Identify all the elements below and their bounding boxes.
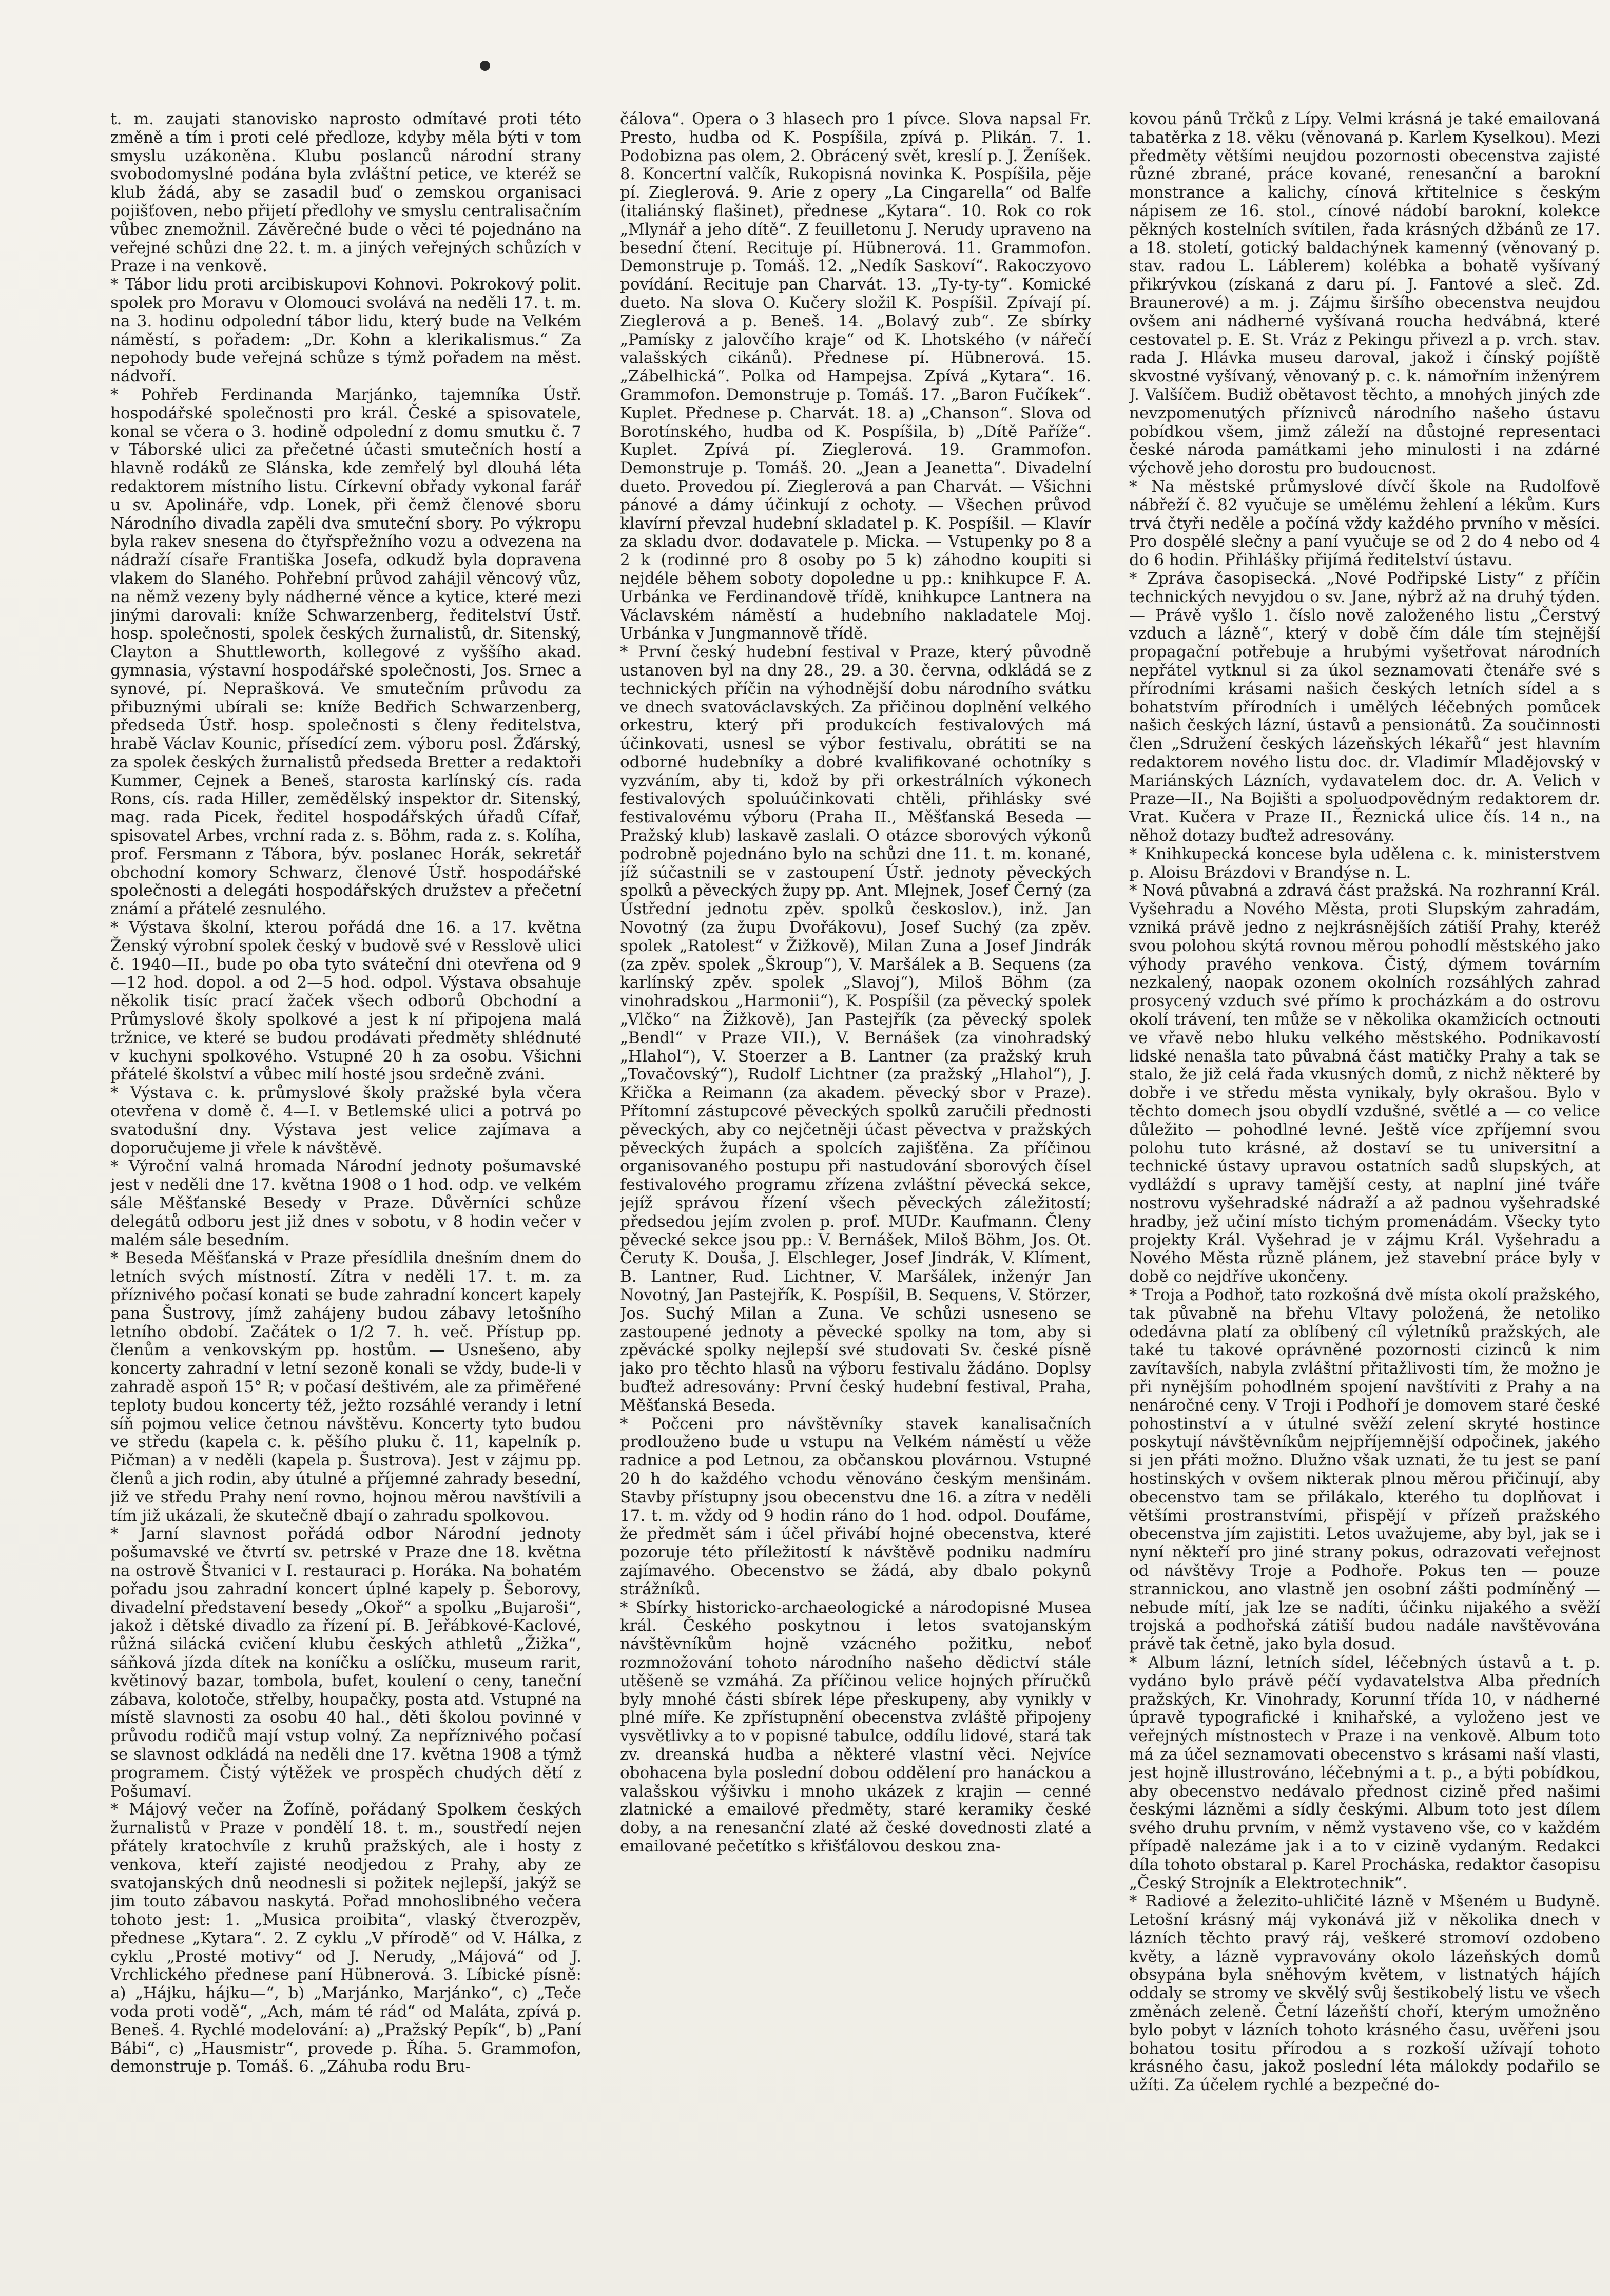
- text-column-middle: [620, 110, 1091, 2241]
- article-paragraph: * Tábor lidu proti arcibiskupovi Kohnovi. Pokrokový polit. spolek pro Moravu v Olomouci svolává na neděli 17. t. m. na 3. hodinu odpolední tábor lidu, který bude na Velkém náměstí, s pořadem: „Dr. Kohn a klerikalismus.“ Za nepohody bude veřejná schůze s týmž pořadem na měst. nádvoří.: [110, 275, 581, 386]
- article-paragraph: * Knihkupecká koncese byla udělena c. k. ministerstvem p. Aloisu Brázdovi v Brandýse n. L.: [1129, 844, 1600, 882]
- article-paragraph: * Na městské průmyslové dívčí škole na Rudolfově nábřeží č. 82 vyučuje se umělému žehlení a lékům. Kurs trvá čtyři neděle a počíná vždy každého prvního v měsíci. Pro dospělé slečny a paní vyučuje se od 2 do 4 nebo od 4 do 6 hodin. Přihlášky přijímá ředitelství ústavu.: [1129, 477, 1600, 570]
- article-paragraph: * Nová půvabná a zdravá část pražská. Na rozhranní Král. Vyšehradu a Nového Města, proti Slupským zahradám, vzniká právě jedno z nejkrásnějších zátiší Prahy, kteréž svou polohou skýtá rovnou měrou pohodlí městského jako výhody pravého venkova. Čistý, dýmem továrním nezkalený, naopak ozonem okolních rozsáhlých zahrad prosycený vzduch své přímo k procházkám a do ostrovu okolí trávení, ten může se v několika okamžicích octnouti ve vřavě nebo hluku velkého městského. Podnikavostí lidské nenašla tato půvabná část matičky Prahy a tak se stalo, že již celá řada vkusných domů, z nichž některé by dobře i ve středu města vynikaly, byly okrašou. Bylo v těchto domech jsou obydlí vzdušné, světlé a — co velice důležito — pohodlné levné. Ještě více zpříjemní svou polohu tuto krásné, až dostaví se tu universitní a technické ústavy upravou ostatních sadů slupských, at vydláždí s upravy tamější cesty, at naplní jiné tváře nostrovu vyšehradské nádraží a až padnou vyšehradské hradby, jež učiní místo tichým promenádám. Všecky tyto projekty Král. Vyšehrad je v zájmu Král. Vyšehradu a Nového Města různě plánem, jež stavební práce byly v době co nejdříve ukončeny.: [1129, 881, 1600, 1286]
- article-paragraph: t. m. zaujati stanovisko naprosto odmítavé proti této změně a tím i proti celé předloze, kdyby měla býti v tom smyslu uzákoněna. Klubu poslanců národní strany svobodomyslné podána byla zvláštní petice, ve kteréž se klub žádá, aby se zasadil buď o zemskou organisaci pojišťoven, nebo přijetí předlohy ve smyslu centralisačním vůbec znemožnil. Závěrečné bude o věci té pojednáno na veřejné schůzi dne 22. t. m. a jiných veřejných schůzích v Praze i na venkově.: [110, 110, 581, 276]
- article-paragraph: * Radiové a železito-uhličité lázně v Mšeném u Budyně. Letošní krásný máj vykonává již v několika dnech v lázních těchto pravý ráj, veškeré stromoví ozdobeno květy, a lázně vypravovány okolo lázeňských domů obsypána byla sněhovým květem, v listnatých hájích oddaly se stromy ve skvělý svůj šestikobelý listu ve všech změnách zeleně. Četní lázeňští choří, kterým umožněno bylo pobyt v lázních tohoto krásného času, uvěřeni jsou bohatou tositu přírodou a s rozkoší užívají tohoto krásného času, jakož poslední léta málokdy podařilo se užíti. Za účelem rychlé a bezpečné do-: [1129, 1892, 1600, 2095]
- punch-hole-mark: [480, 61, 490, 71]
- article-paragraph: * Zpráva časopisecká. „Nové Podřipské Listy“ z příčin technických nevyjdou o sv. Jane, nýbrž až na druhý týden. — Právě vyšlo 1. číslo nově založeného listu „Čerstvý vzduch a lázně“, který v době čím dále tím stejnější propagační potřebuje a hrubými vyšetřovat národních nepřátel vytknul si za úkol seznamovati čtenáře své s přírodními krásami našich českých letních sídel a s bohatstvím přírodních i umělých léčebných pomůcek našich českých lázní, ústavů a pensionátů. Za součinnosti člen „Sdružení českých lázeňských lékařů“ jest hlavním redaktorem nového listu doc. dr. Vladimír Mladějovský v Mariánských Lázních, vydavatelem doc. dr. A. Velich v Praze—II., Na Bojišti a spoluodpovědným redaktorem dr. Vrat. Kučera v Praze II., Řeznická ulice čís. 14 n., na něhož dotazy buďtež adresovány.: [1129, 569, 1600, 845]
- text-column-right: [1129, 110, 1600, 2241]
- article-paragraph: * Májový večer na Žofíně, pořádaný Spolkem českých žurnalistů v Praze v pondělí 18. t. m., soustředí nejen přátely kratochvíle z kruhů pražských, ale i hosty z venkova, kteří zajisté neodjedou z Prahy, aby ze svatojanských dnů neodnesli si požitek nejlepší, jakýž se jim touto zábavou naskytá. Pořad mnohoslibného večera tohoto jest: 1. „Musica proibita“, vlaský čtverozpěv, přednese „Kytara“. 2. Z cyklu „V přírodě“ od V. Hálka, z cyklu „Prosté motivy“ od J. Nerudy, „Májová“ od J. Vrchlického přednese paní Hübnerová. 3. Líbické písně: a) „Hájku, hájku—“, b) „Marjánko, Marjánko“, c) „Teče voda proti vodě“, „Ach, mám té rád“ od Malátа, zpívá p. Beneš. 4. Rychlé modelování: a) „Pražský Pepík“, b) „Paní Bábi“, c) „Hausmistr“, provede p. Říha. 5. Grammofon, demonstruje p. Tomáš. 6. „Záhuba rodu Bru-: [110, 1800, 581, 2076]
- article-paragraph: kovou pánů Trčků z Lípy. Velmi krásná je také emailovaná tabatěrka z 18. věku (věnovaná p. Karlem Kyselkou). Mezi předměty většími neujdou pozornosti obecenstva zajisté různé zbrané, práce kované, renesanční a barokní monstrance a kalichy, cínová křtitelnice s českým nápisem ze 16. stol., cínové nádobí barokní, kolekce pěkných kostelních svítilen, řada krásných džbánů ze 17. a 18. století, gotický baldachýnek kamenný (věnovaný p. stav. radou L. Láblerem) kolébka a bohatě vyšívaný přikrývkou (získaná z daru pí. J. Fantové a sleč. Zd. Braunerové) a m. j. Zájmu širšího obecenstva neujdou ovšem ani nádherné vyšívaná roucha hedvábná, které cestovatel p. E. St. Vráz z Pekingu přivezl a p. vrch. stav. rada J. Hlávka museu daroval, jakož i čínský pojíště skvostné vyšívaný, věnovaný p. c. k. námořním inženýrem J. Valšíčem. Budiž obětavost těchto, a mnohých jiných zde nevzpomenutých příznivců národního našeho ústavu pobídkou všem, jimž záleží na důstojné representaci české národa památkami jeho minulosti i na zdárné výchově jeho dorostu pro budoucnost.: [1129, 110, 1600, 478]
- article-paragraph: * Výstava školní, kterou pořádá dne 16. a 17. května Ženský výrobní spolek český v budově své v Resslově ulici č. 1940—II., bude po oba tyto sváteční dni otevřena od 9—12 hod. dopol. a od 2—5 hod. odpol. Výstava obsahuje několik tisíc prací žaček všech odborů Obchodní a Průmyslové školy spolkové a jest k ní připojena malá tržnice, ve které se budou prodávati předměty shlédnuté v kuchyni spolkového. Vstupné 20 h za osobu. Všichni přátelé školství a vůbec milí hosté jsou srdečně zváni.: [110, 918, 581, 1084]
- article-paragraph: čálova“. Opera o 3 hlasech pro 1 pívce. Slova napsal Fr. Presto, hudba od K. Pospíšila, zpívá p. Plikán. 7. 1. Podobizna pas olem, 2. Obrácený svět, kreslí p. J. Ženíšek. 8. Koncertní valčík, Rukopisná novinka K. Pospíšila, pěje pí. Zieglerová. 9. Arie z opery „La Cingarella“ od Balfe (italiánský flašinet), přednese „Kytara“. 10. Rok co rok „Mlynář a jeho dítě“. Z feuilletonu J. Nerudy upraveno na besední čtení. Recituje pí. Hübnerová. 11. Grammofon. Demonstruje p. Tomáš. 12. „Nedík Saskoví“. Rakoczyovo povídání. Recituje pan Charvát. 13. „Ty-ty-ty“. Komické dueto. Na slova O. Kučery složil K. Pospíšil. Zpívají pí. Zieglerová a p. Beneš. 14. „Bolavý zub“. Ze sbírky „Pamísky z jalovčího kraje“ od K. Lhotského (v nářečí valašských cikánů). Přednese pí. Hübnerová. 15. „Zábelhická“. Polka od Hampejsa. Zpívá „Kytara“. 16. Grammofon. Demonstruje p. Tomáš. 17. „Baron Fučíkek“. Kuplet. Přednese p. Charvát. 18. a) „Chanson“. Slova od Borotínského, hudba od K. Pospíšila, b) „Dítě Paříže“. Kuplet. Zpívá pí. Zieglerová. 19. Grammofon. Demonstruje p. Tomáš. 20. „Jean a Jeanetta“. Divadelní dueto. Provedou pí. Zieglerová a pan Charvát. — Všichni pánové a dámy účinkují z ochoty. — Všechen průvod klavírní převzal hudební skladatel p. K. Pospíšil. — Klavír za skladu dvor. dodavatele p. Micka. — Vstupenky po 8 a 2 k (rodinné pro 8 osoby po 5 k) záhodno koupiti si nejdéle během soboty dopoledne u pp.: knihkupce F. A. Urbánka ve Ferdinandově třídě, knihkupce Lantnera na Václavském náměstí a hudebního nakladatele Moj. Urbánka v Jungmannově třídě.: [620, 110, 1091, 643]
- text-column-left: [110, 110, 581, 2241]
- article-paragraph: * Výroční valná hromada Národní jednoty pošumavské jest v neděli dne 17. května 1908 o 1 hod. odp. ve velkém sále Měšťanské Besedy v Praze. Důvěrníci schůze delegátů odboru jest již dnes v sobotu, v 8 hodin večer v malém sále besedním.: [110, 1157, 581, 1249]
- article-paragraph: * Troja a Podhoř, tato rozkošná dvě místa okolí pražského, tak půvabně na břehu Vltavy položená, že netolikо odedávna platí za oblíbený cíl výletníků pražských, ale také tu takové oprávněné pozornosti cizinců k nim zavítavších, nabyla zvláštní přitažlivosti tím, že možno je při nynějším pohodlném spojení navštíviti z Prahy a na nenáročné ceny. V Troji i Podhoří je domovem staré české pohostinství a v útulné svěží zelení skryté hostince poskytují návštěvníkům nejpříjemnější odpočinek, jakého si jen přáti možno. Dlužno však uznati, že tu jest se paní hostinských v ovšem nikterak plnou měrou přičinují, aby obecenstvo tam se přilákalo, kterého tu doplňovat i většími prostranstvími, přispějí v přízeň pražského obecenstva jím zajistiti. Letos uvažujeme, aby byl, jak se i nyní někteří pro jiné strany pokus, odrazovati veřejnost od návštěvy Troje a Podhoře. Pokus ten — pouze strannickou, ano vlastně jen osobní zášti podmíněný — nebude mítí, jak lze se nadíti, účinku nijakého a svěží trojská a podhořská zátiší budou nadále navštěvována právě tak četně, jako byla dosud.: [1129, 1286, 1600, 1654]
- article-paragraph: * Výstava c. k. průmyslové školy pražské byla včera otevřena v domě č. 4—I. v Betlemské ulici a potrvá po svatodušní dny. Výstava jest velice zajímava a doporučujeme ji vřele k návštěvě.: [110, 1084, 581, 1157]
- article-paragraph: * Pohřeb Ferdinanda Marjánko, tajemníka Ústř. hospodářské společnosti pro král. České a spisovatele, konal se včera o 3. hodině odpolední z domu smutku č. 7 v Táborské ulici za přečetné účasti smutečních hostí a hlavně rodáků ze Slánska, kde zemřelý byl dlouhá léta redaktorem místního listu. Církevní obřady vykonal farář u sv. Apolináře, vdp. Lonek, při čemž členové sboru Národního divadla zapěli dva smuteční sbory. Po výkropu byla rakev snesena do čtyřspřežního vozu a odvezena na nádraží císaře Františka Josefa, odkudž byla dopravena vlakem do Slaného. Pohřební průvod zahájil věncový vůz, na němž vezeny byly nádherné věnce a kytice, které mezi jinými darovali: kníže Schwarzenberg, ředitelství Ústř. hosp. společnosti, spolek českých žurnalistů, dr. Sitenský, Clayton a Shuttleworth, kollegové z vyššího akad. gymnasia, výstavní hospodářské společnosti, Jos. Srnec a synové, pí. Neprašková. Ve smutečním průvodu za přibuznými ubírali se: kníže Bedřich Schwarzenberg, předseda Ústř. hosp. společnosti s členy ředitelstva, hrabě Václav Kounic, přísedící zem. výboru posl. Žďárský, za spolek českých žurnalistů předseda Bretter a redaktoři Kummer, Cejnek a Beneš, starosta karlínský cís. rada Rons, cís. rada Hiller, zemědělský inspektor dr. Sitenský, mag. rada Picek, ředitel hospodářských úřadů Cífař, spisovatel Arbes, vrchní rada z. s. Böhm, rada z. s. Kolíha, prof. Fersmann z Tábora, býv. poslanec Horák, sekretář obchodní komory Schwarz, členové Ústř. hospodářské společnosti a delegáti hospodářských družstev a přečetní známí a přátelé zesnulého.: [110, 385, 581, 919]
- article-paragraph: * Sbírky historicko-archaeologické a národopisné Musea král. Českého poskytnou i letos svatojanským návštěvníkům hojně vzácného požitku, neboť rozmnožování tohoto národního našeho dědictví stále utěšeně se vzmáhá. Za příčinou velice hojných příručků byly mnohé části sbírek lépe přeskupeny, aby vynikly v plné míře. Ke zpřístupnění obecenstva zvláště připojeny vysvětlivky a to v popisné tabulce, oddílu lidové, stará tak zv. dreanská hudba a některé vlastní věci. Nejvíce obohacena byla poslední dobou oddělení pro hanáckou a valašskou výšivku i mnoho ukázek z krajin — cenné zlatnické a emailové předměty, staré keramiky české doby, a na renesanční zlaté až české dovednosti zlaté a emailované pečetítko s křišťálovou deskou zna-: [620, 1598, 1091, 1856]
- article-paragraph: * Album lázní, letních sídel, léčebných ústavů a t. p. vydáno bylo právě péčí vydavatelstva Alba předních pražských, Kr. Vinohrady, Korunní třída 10, v nádherné úpravě typografické i knihařské, a vyloženo jest ve veřejných místnostech v Praze i na venkově. Album toto má za účel seznamovati obecenstvo s krásami naší vlasti, jest hojně illustrováno, léčebnými a t. p., a býti pobídkou, aby obecenstvo nedávalo přednost cizině před našimi českými lázněmi a sídly českými. Album toto jest dílem svého druhu prvním, v němž vystaveno vše, co v každém případě nalezáme jak i a to v cizině vydaným. Redakci díla tohoto obstaral p. Karel Procháska, redaktor časopisu „Český Strojník a Elektrotechnik“.: [1129, 1653, 1600, 1893]
- article-paragraph: * Beseda Měšťanská v Praze přesídlila dnešním dnem do letních svých místností. Zítra v neděli 17. t. m. za příznivého počasí konati se bude zahradní koncert kapely pana Šustrovy, jímž zahájeny budou zábavy letošního letního období. Začátek o 1/2 7. h. več. Přístup pp. členům a venkovským pp. hostům. — Usnešeno, aby koncerty zahradní v letní sezoně konali se vždy, bude-li v zahradě aspoň 15° R; v počasí deštivém, ale za přiměřené teploty budou koncerty též, ježto rozsáhlé verandy i letní síň pojmou velice četnou návštěvu. Koncerty tyto budou ve středu (kapela c. k. pěšího pluku č. 11, kapelník p. Pičman) a v neděli (kapela p. Šustrova). Jest v zájmu pp. členů a jich rodin, aby útulné a příjemné zahrady besední, již ve středu Prahy není rovno, hojnou měrou navštívili a tím již ukázali, že skutečně dbají o zahradu spolkovou.: [110, 1249, 581, 1525]
- article-paragraph: * Počceni pro návštěvníky stavek kanalisačních prodlouženo bude u vstupu na Velkém náměstí u věže radnice a pod Letnou, za občanskou plovárnou. Vstupné 20 h do každého vchodu věnováno českým menšinám. Stavby přístupny jsou obecenstvu dne 16. a zítra v neděli 17. t. m. vždy od 9 hodin ráno do 1 hod. odpol. Doufáme, že předmět sám i účel přivábí hojné obecenstva, které pozoruje této příležitostí k návštěvě podniku nadmíru zajímavého. Obecenstvo se žádá, aby dbalo pokynů strážníků.: [620, 1414, 1091, 1598]
- article-paragraph: * Jarní slavnost pořádá odbor Národní jednoty pošumavské ve čtvrtí sv. petrské v Praze dne 18. května na ostrově Štvanici v I. restauraci p. Horáka. Na bohatém pořadu jsou zahradní koncert úplné kapely p. Šeborovy, divadelní představení besedy „Okoř“ a spolku „Bujaroši“, jakož i dětské divadlo za řízení pí. B. Jeřábkové-Kaclové, růžná silácká cvičení klubu českých athletů „Žižka“, sáňková jízda dítek na koníčku a oslíčku, museum rarit, květinový bazar, tombola, bufet, koulení o ceny, taneční zábava, kolotoče, střelby, houpačky, posta atd. Vstupné na místě slavnosti za osobu 40 hal., děti školou povinné v průvodu rodičů mají vstup volný. Za nepříznivého počasí se slavnost odkládá na neděli dne 17. května 1908 a týmž programem. Čistý výtěžek ve prospěch chudých dětí z Pošumaví.: [110, 1525, 581, 1801]
- article-paragraph: * První český hudební festival v Praze, který původně ustanoven byl na dny 28., 29. a 30. června, odkládá se z technických příčin na výhodnější dobu národního svátku ve dnech svatováclavských. Za přičinou doplnění velkého orkestru, který při produkcích festivalových má účinkovati, usnesl se výbor festivalu, obrátiti se na odborné hudebníky a dobré kvalifikované ochotníky s vyzváním, aby ti, kdož by při orkestrálních výkonech festivalových spoluúčinkovati chtěli, přihlásky své festivalovému výboru (Praha II., Měšťanská Beseda — Pražský klub) laskavě zaslali. O otázce sborových výkonů podrobně pojednáno bylo na schůzi dne 11. t. m. konané, jíž súčastnili se v zastoupení Ústř. jednoty pěveckých spolků a pěveckých župy pp. Ant. Mlejnek, Josef Černý (za Ústřední jednotu zpěv. spolků českoslov.), inž. Jan Novotný (za župu Dvořákovu), Josef Suchý (za zpěv. spolek „Ratolest“ v Žižkově), Milan Zuna a Josef Jindrák (za zpěv. spolek „Škroup“), V. Maršálek a B. Sequens (za karlínský zpěv. spolek „Slavoj“), Miloš Böhm (za vinohradskou „Harmonii“), K. Pospíšil (za pěvecký spolek „Vlčko“ na Žižkově), Jan Pastejřík (za pěvecký spolek „Bendl“ v Praze VII.), V. Bernášek (za vinohradský „Hlahol“), V. Stoerzer a B. Lantner (za pražský kruh „Tovačovský“), Rudolf Lichtner (za pražský „Hlahol“), J. Křička a Reimann (za akadem. pěvecký sbor v Praze). Přítomní zástupcové pěveckých spolků zaručili přednosti pěveckých, aby co nejčetněji účast pěvectva v pražských pěveckých župách a spolcích zajišťěna. Za příčinou organisovaného postupu při nastudování sborových čísel festivalového programu zřízena zvláštní pěvecká sekce, jejíž správou řízení všech pěveckých záležitostí; předsedou jejím zvolen p. prof. MUDr. Kaufmann. Členy pěvecké sekce jsou pp.: V. Bernášek, Miloš Böhm, Jos. Ot. Čeruty K. Douša, J. Elschleger, Josef Jindrák, V. Klíment, B. Lantner, Rud. Lichtner, V. Maršálek, inženýr Jan Novotný, Jan Pastejřík, K. Pospíšil, B. Sequens, V. Störzer, Jos. Suchý Milan a Zuna. Ve schůzi usneseno se zastoupené jednoty a pěvecké spolky na tom, aby si zpěvácké spolky nejlepší své studovati Sv. české písně jako pro těchto hlasů na výboru festivalu žádáno. Doplsy buďtež adresovány: První český hudební festival, Praha, Měšťanská Beseda.: [620, 643, 1091, 1415]
